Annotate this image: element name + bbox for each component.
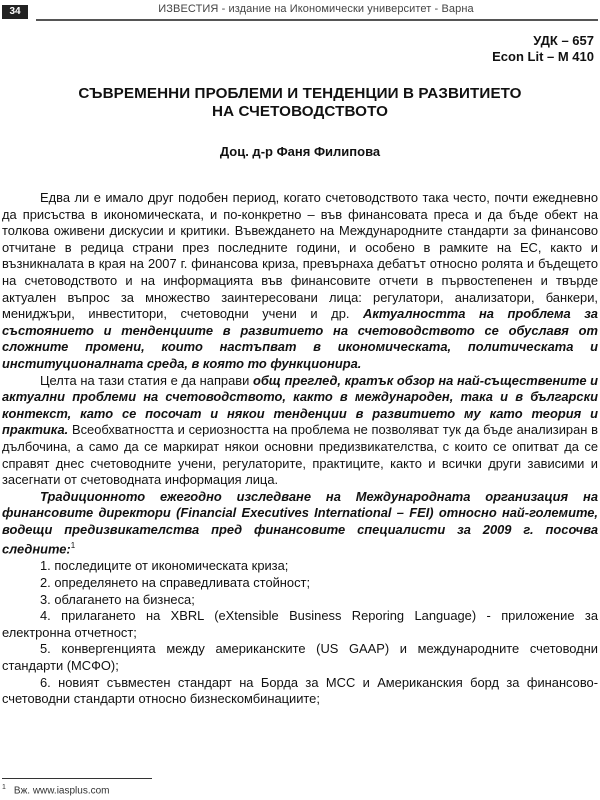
- list-item: 1. последиците от икономическата криза;: [40, 558, 289, 574]
- paragraph-2-text-b: Всеобхватността и сериозността на проблема не позволяват тук да бъде анализиран в дълбочина, а само да се маркират някои основни предизвикателства, с които се опитват да се справят днес счетоводните учени, регулаторите, практиците, както и всички други зависими и засегнати от счетоводната информация лица.: [2, 422, 598, 488]
- title-line-2: НА СЧЕТОВОДСТВОТО: [212, 103, 388, 120]
- footnote-marker: 1: [2, 784, 6, 791]
- running-header: [0, 0, 600, 22]
- footnote: [2, 784, 110, 796]
- udk-code: УДК – 657: [533, 33, 594, 48]
- list-item: 5. конвергенцията между американските (US GAAP) и международните счетоводни стандарти (МСФО);: [2, 641, 598, 673]
- paragraph-3-emphasis: Традиционното ежегодно изследване на Международната организация на финансовите директори (Financial Executives International – FEI) относно най-големите, водещи предизвикателства пред финансовите специалисти за 2009 г. посочва следните:: [2, 488, 598, 557]
- article-body: [2, 190, 598, 708]
- paragraph-2-text-a: Целта на тази статия е да направи: [40, 372, 250, 388]
- footnote-rule: [2, 778, 152, 779]
- header-rule: [36, 19, 598, 21]
- footnote-reference: 1: [70, 541, 76, 551]
- econlit-code: Econ Lit – M 410: [492, 49, 594, 64]
- paragraph-1-emphasis: Актуалността на проблема за състоянието и тенденциите в развитието на счетоводството се обуславя от сложните промени, които настъпват в икономическата, политическата и институционалната среда, в която то функционира.: [2, 306, 598, 371]
- author-name: Доц. д-р Фаня Филипова: [219, 144, 381, 159]
- article-title: [20, 85, 580, 121]
- list-item: 2. определянето на справедливата стойност;: [40, 574, 311, 590]
- paragraph-3: [2, 489, 598, 559]
- page-number: 34: [2, 5, 28, 19]
- list-item: 4. прилагането на XBRL (eXtensible Business Reporing Language) - приложение за електронна отчетност;: [2, 608, 598, 640]
- paragraph-2-emphasis: общ преглед, кратък обзор на най-съществените и актуални проблеми на счетоводството, както в международен, така и в български контекст, като се посочат и някои тенденции в развитието му като теория и практика.: [2, 372, 598, 438]
- paragraph-2: [2, 373, 598, 489]
- title-line-1: СЪВРЕМЕННИ ПРОБЛЕМИ И ТЕНДЕНЦИИ В РАЗВИТИЕТО: [78, 85, 522, 102]
- classification-codes: [492, 33, 594, 65]
- paragraph-1: [2, 190, 598, 373]
- paragraph-1-text: Едва ли е имало друг подобен период, когато счетоводството така често, почти ежедневно да присъства в икономическата, и по-конкретно – във финансовата преса и да бъде обект на толкова оживени дискусии и критики. Въвеждането на Международните стандарти за финансово отчитане в редица страни през последните години, и особено в рамките на ЕС, както и възникналата в края на 2007 г. финансова криза, превърнаха дебатът относно ролята и бъдещето на счетоводството и на информацията във финансовите отчети в първостепенен и твърде актуален въпрос за множество заинтересовани лица: регулатори, анализатори, банкери, мениджъри, инвеститори, счетоводни учени и др.: [2, 190, 598, 322]
- footnote-text: Вж. www.iasplus.com: [13, 785, 110, 797]
- journal-running-head: ИЗВЕСТИЯ - издание на Икономически университет - Варна: [158, 3, 474, 15]
- list-item: 3. облагането на бизнеса;: [40, 591, 195, 607]
- list-item: 6. новият съвместен стандарт на Борда за МСС и Американския борд за финансово-счетоводни стандарти относно бизнескомбинациите;: [2, 674, 598, 707]
